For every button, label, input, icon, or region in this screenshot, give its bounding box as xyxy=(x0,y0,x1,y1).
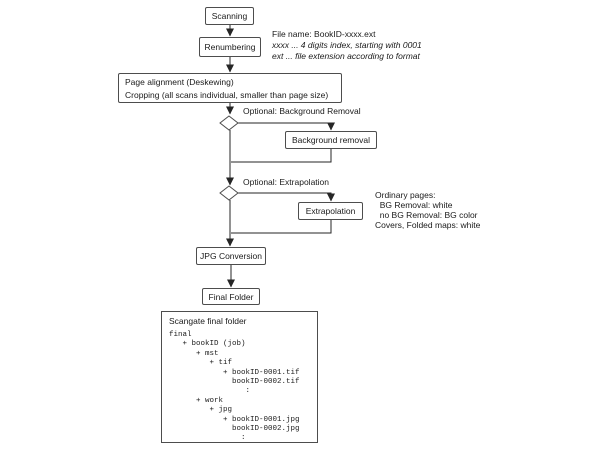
node-jpg-conversion: JPG Conversion xyxy=(196,247,266,265)
folder-tree-line: : xyxy=(169,434,246,443)
note-bg-rules-line1: Ordinary pages: xyxy=(375,190,436,200)
folder-tree-line: + jpg xyxy=(169,406,233,415)
note-file-naming-line1: File name: BookID-xxxx.ext xyxy=(272,29,376,39)
node-page-alignment-cropping xyxy=(118,73,342,103)
folder-tree-line: : xyxy=(169,387,251,396)
folder-box-title: Scangate final folder xyxy=(169,316,247,326)
folder-structure-box xyxy=(161,311,318,443)
decision-label-extrapolation: Optional: Extrapolation xyxy=(243,177,329,187)
folder-tree-line: + bookID-0001.tif xyxy=(169,368,300,377)
folder-tree-line: final xyxy=(169,331,192,339)
node-page-alignment-line1: Page alignment (Deskewing) xyxy=(125,77,234,87)
note-bg-rules-line4: Covers, Folded maps: white xyxy=(375,220,481,230)
connector-extrapolation-return xyxy=(231,220,331,233)
decision-diamond-extrapolation xyxy=(220,186,238,200)
note-file-naming-line2: xxxx ... 4 digits index, starting with 0001 xyxy=(272,40,422,50)
note-bg-rules-line3: no BG Removal: BG color xyxy=(375,210,478,220)
note-file-naming-line3: ext ... file extension according to format xyxy=(272,51,420,61)
node-final-folder: Final Folder xyxy=(202,288,260,305)
note-bg-rules-line2: BG Removal: white xyxy=(375,200,453,210)
node-extrapolation: Extrapolation xyxy=(298,202,363,220)
folder-tree-line: bookID-0002.tif xyxy=(169,378,300,387)
note-file-naming xyxy=(272,29,422,62)
decision-label-background-removal: Optional: Background Removal xyxy=(243,106,361,116)
node-renumbering: Renumbering xyxy=(199,37,261,57)
folder-tree-line: + tif xyxy=(169,359,233,368)
folder-tree-line: + work xyxy=(169,396,224,405)
folder-tree-line: + mst xyxy=(169,349,219,358)
connector-bgremoval-return xyxy=(231,149,331,162)
folder-tree xyxy=(169,331,317,444)
connector-decision1-to-bgremoval xyxy=(238,123,331,130)
node-scanning: Scanning xyxy=(205,7,254,25)
node-page-alignment-line2: Cropping (all scans individual, smaller than page size) xyxy=(125,90,329,100)
folder-tree-line: + bookID-0001.jpg xyxy=(169,415,300,424)
folder-tree-line: bookID-0002.jpg xyxy=(169,425,300,434)
folder-tree-line: + bookID (job) xyxy=(169,340,246,349)
node-background-removal: Background removal xyxy=(285,131,377,149)
connector-decision2-to-extrapolation xyxy=(238,193,331,201)
note-background-color-rules xyxy=(375,190,480,230)
decision-diamond-background-removal xyxy=(220,116,238,130)
